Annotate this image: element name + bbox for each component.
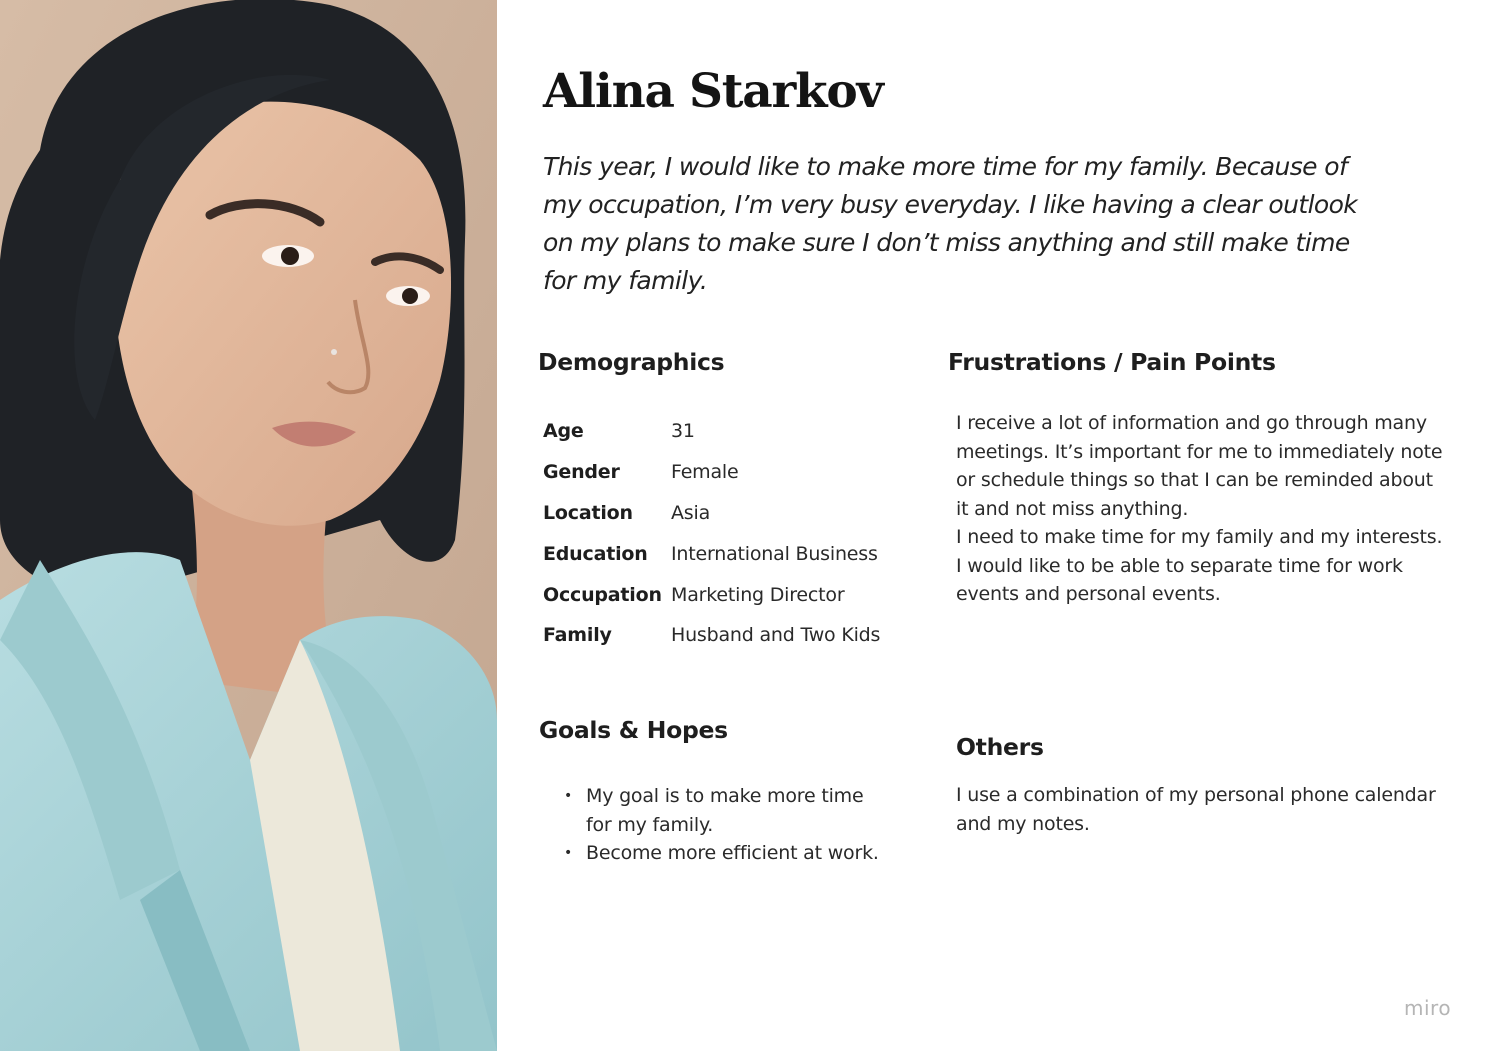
others-heading: Others bbox=[956, 733, 1044, 761]
demographics-row bbox=[543, 411, 880, 452]
frustrations-paragraph: I need to make time for my family and my interests. I would like to be able to separate time for work events and personal events. bbox=[956, 526, 1443, 605]
demographics-value: International Business bbox=[671, 542, 878, 565]
persona-photo bbox=[0, 0, 497, 1051]
persona-quote: This year, I would like to make more time for my family. Because of my occupation, I’m very busy everyday. I like having a clear outlook on my plans to make sure I don’t miss anything and still make time for my family. bbox=[543, 152, 1358, 295]
goals-list bbox=[562, 782, 892, 868]
demographics-value: Marketing Director bbox=[671, 583, 845, 606]
frustrations-paragraph: I receive a lot of information and go through many meetings. It’s important for me to immediately note or schedule things so that I can be reminded about it and not miss anything. bbox=[956, 412, 1443, 520]
demographics-label: Family bbox=[543, 624, 612, 647]
demographics-label: Education bbox=[543, 542, 648, 565]
demographics-value: Asia bbox=[671, 501, 711, 524]
demographics-value: Husband and Two Kids bbox=[671, 624, 881, 647]
demographics-value: 31 bbox=[671, 420, 695, 443]
persona-name: Alina Starkov bbox=[543, 64, 883, 119]
goals-heading: Goals & Hopes bbox=[539, 716, 728, 744]
demographics-label: Location bbox=[543, 501, 633, 524]
demographics-row bbox=[543, 533, 880, 574]
goal-item: • My goal is to make more time for my family. bbox=[562, 782, 892, 839]
miro-logo: miro bbox=[1404, 996, 1452, 1020]
demographics-table bbox=[543, 411, 880, 656]
demographics-row bbox=[543, 493, 880, 534]
demographics-label: Age bbox=[543, 420, 584, 443]
demographics-row bbox=[543, 574, 880, 615]
others-text: I use a combination of my personal phone calendar and my notes. bbox=[956, 784, 1436, 835]
demographics-label: Occupation bbox=[543, 583, 662, 606]
frustrations-heading: Frustrations / Pain Points bbox=[948, 348, 1276, 376]
portrait-illustration bbox=[0, 0, 497, 1051]
demographics-row bbox=[543, 452, 880, 493]
demographics-value: Female bbox=[671, 461, 739, 484]
goal-item: • Become more efficient at work. bbox=[562, 839, 892, 868]
demographics-row bbox=[543, 615, 880, 656]
demographics-label: Gender bbox=[543, 461, 620, 484]
demographics-heading: Demographics bbox=[538, 348, 725, 376]
